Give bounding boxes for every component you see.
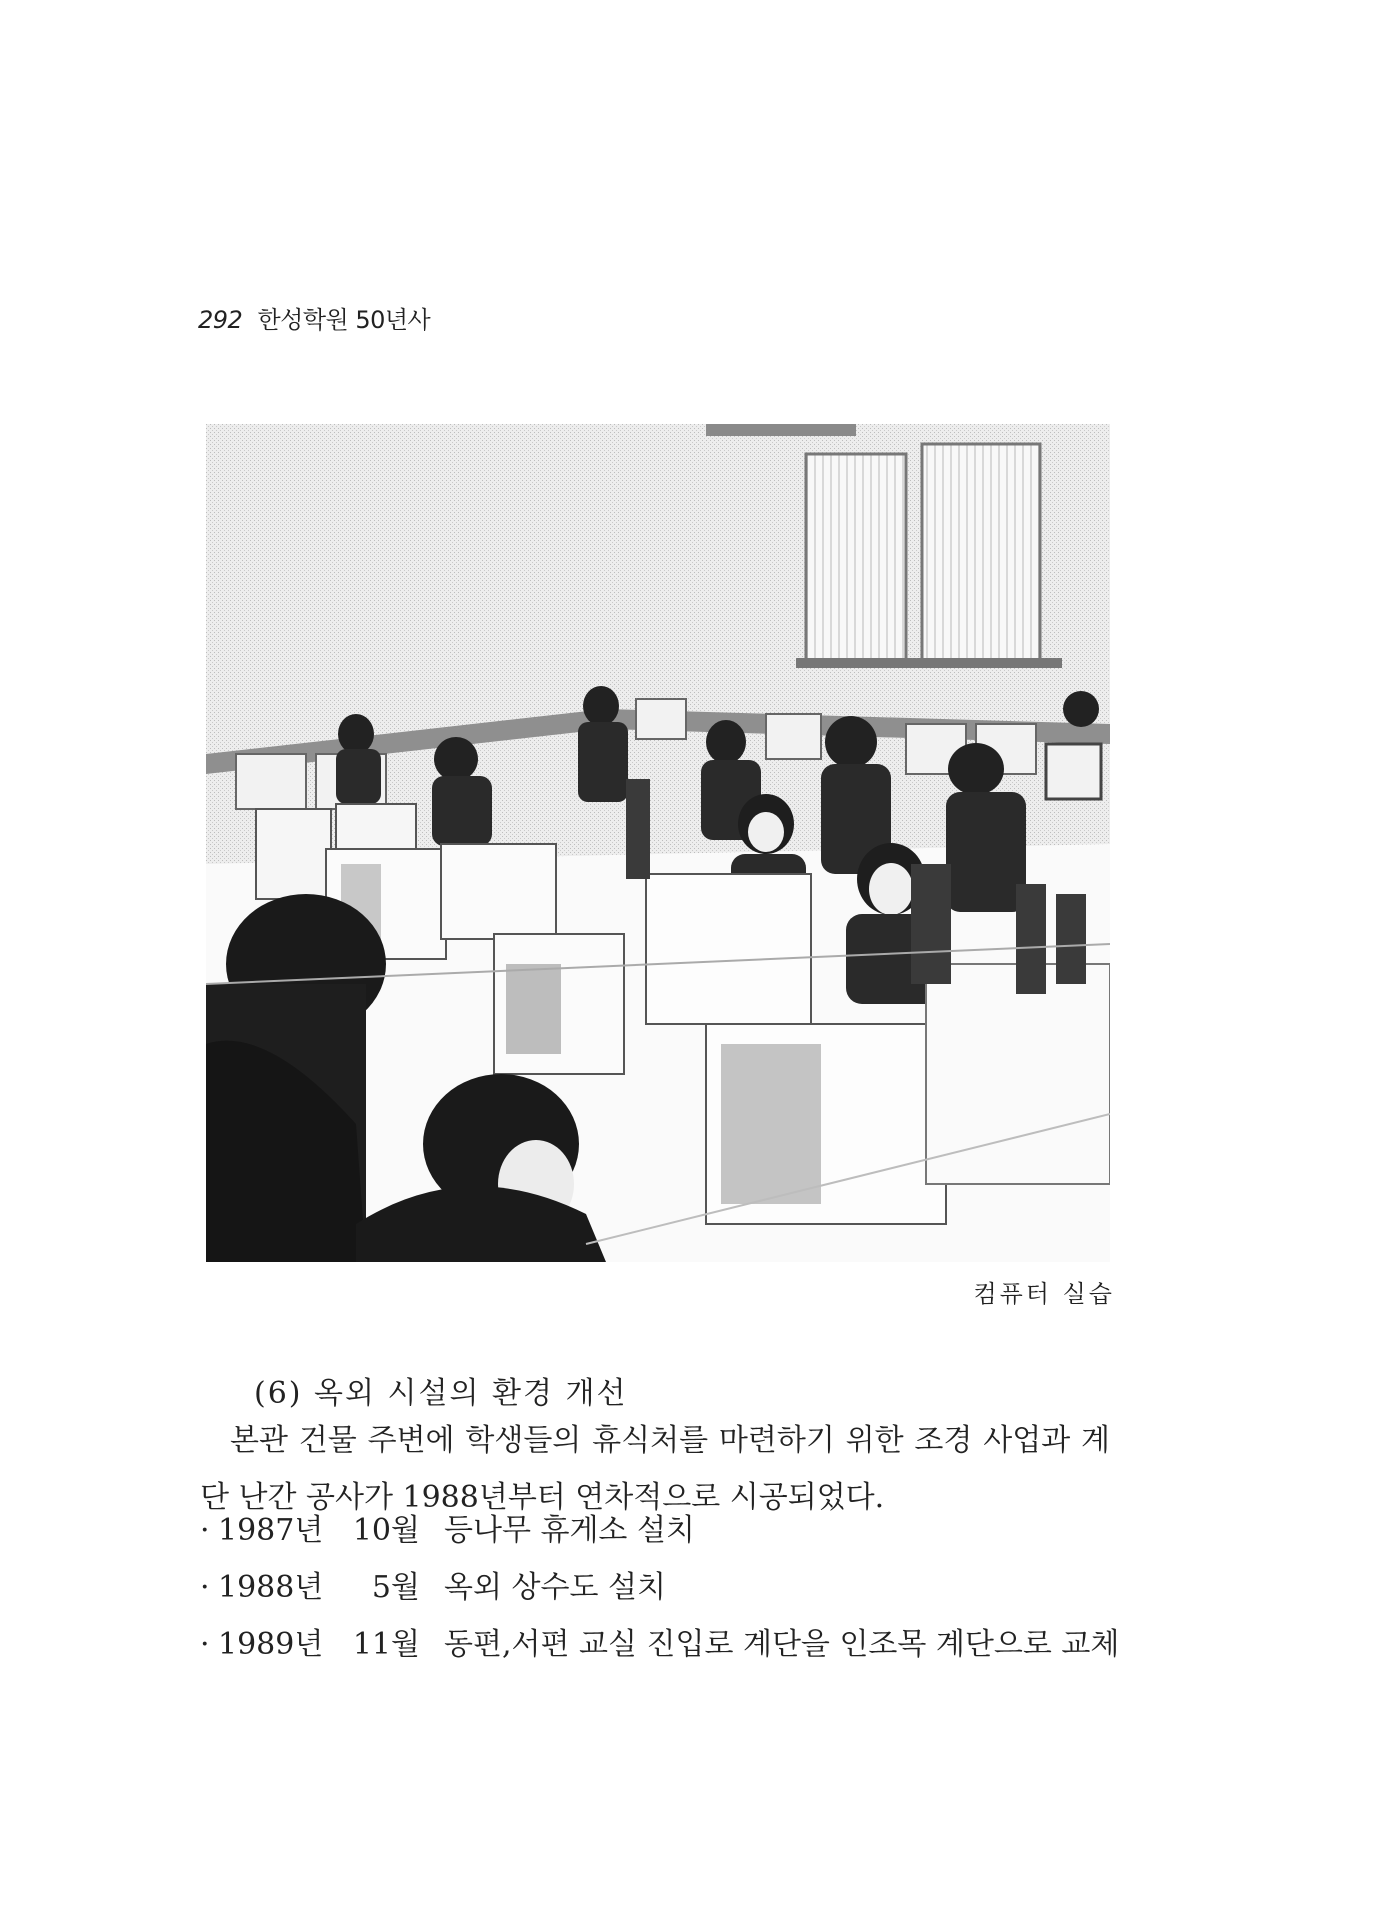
item-year: 1989년 xyxy=(218,1627,324,1662)
section-heading: (6) 옥외 시설의 환경 개선 xyxy=(254,1376,628,1411)
book-title: 한성학원 50년사 xyxy=(257,306,431,334)
list-bullet: · xyxy=(200,1627,210,1662)
list-item xyxy=(200,1559,1119,1616)
list-item xyxy=(200,1616,1119,1673)
item-year: 1987년 xyxy=(218,1513,324,1548)
list-bullet: · xyxy=(200,1570,210,1605)
classroom-photo-image xyxy=(206,424,1110,1262)
classroom-photo xyxy=(206,424,1110,1262)
item-text: 동편,서편 교실 진입로 계단을 인조목 계단으로 교체 xyxy=(444,1627,1120,1662)
page-number: 292 xyxy=(198,306,243,334)
running-header xyxy=(198,300,430,335)
history-list xyxy=(200,1502,1119,1673)
list-bullet: · xyxy=(200,1513,210,1548)
item-month: 10월 xyxy=(352,1513,420,1548)
item-month: 11월 xyxy=(352,1627,420,1662)
photo-caption: 컴퓨터 실습 xyxy=(973,1280,1115,1308)
section-paragraph-text: 본관 건물 주변에 학생들의 휴식처를 마련하기 위한 조경 사업과 계단 난간 공사가 1988년부터 연차적으로 시공되었다. xyxy=(200,1423,1110,1515)
item-text: 옥외 상수도 설치 xyxy=(444,1570,666,1605)
item-month: 5월 xyxy=(371,1570,420,1605)
item-year: 1988년 xyxy=(218,1570,324,1605)
list-item xyxy=(200,1502,1119,1559)
item-text: 등나무 휴게소 설치 xyxy=(444,1513,695,1548)
